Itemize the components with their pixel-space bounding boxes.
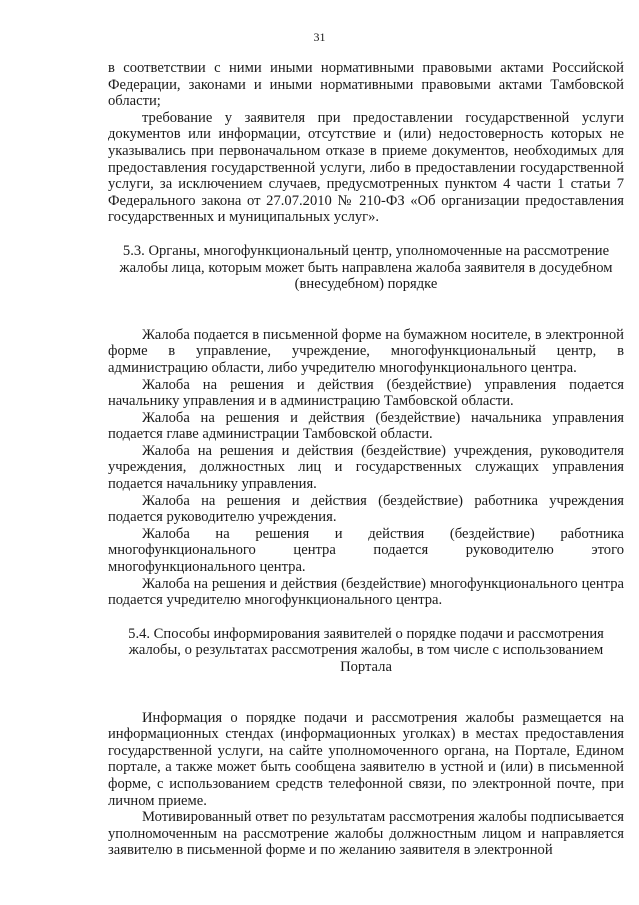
paragraph: требование у заявителя при предоставлении государственной услуги документов или информации, отсутствие и (или) недостоверность которых не указывались при первоначальном отказе в приеме документов, необходимых для предоставления государственной услуги, либо в предоставлении государственной услуги, за исключением случаев, предусмотренных пунктом 4 части 1 статьи 7 Федерального закона от 27.07.2010 № 210-ФЗ «Об организации предоставления государственных и муниципальных услуг». bbox=[108, 109, 624, 226]
paragraph: Жалоба на решения и действия (бездействие) работника учреждения подается руководителю учреждения. bbox=[108, 492, 624, 526]
paragraph: Информация о порядке подачи и рассмотрения жалобы размещается на информационных стендах (информационных уголках) в местах предоставления государственной услуги, на сайте уполномоченного органа, на Портале, Едином портале, а также может быть сообщена заявителю в устной и (или) в письменной форме, с использованием средств телефонной связи, по электронной почте, при личном приеме. bbox=[108, 709, 624, 809]
paragraph: в соответствии с ними иными нормативными правовыми актами Российской Федерации, законами и иными нормативными правовыми актами Тамбовской области; bbox=[108, 60, 624, 110]
section-heading-5-3: 5.3. Органы, многофункциональный центр, уполномоченные на рассмотрение жалобы лица, которым может быть направлена жалоба заявителя в досудебном (внесудебном) порядке bbox=[119, 242, 613, 293]
paragraph: Жалоба на решения и действия (бездействие) начальника управления подается главе администрации Тамбовской области. bbox=[108, 409, 624, 443]
document-body bbox=[108, 60, 624, 859]
section-heading-5-4: 5.4. Способы информирования заявителей о порядке подачи и рассмотрения жалобы, о результатах рассмотрения жалобы, в том числе с использованием Портала bbox=[128, 625, 604, 675]
paragraph: Жалоба на решения и действия (бездействие) управления подается начальнику управления и в администрацию Тамбовской области. bbox=[108, 376, 624, 410]
page-number: 31 bbox=[313, 30, 326, 44]
paragraph: Жалоба на решения и действия (бездействие) работника многофункционального центра подается руководителю этого многофункционального центра. bbox=[108, 525, 624, 576]
paragraph: Мотивированный ответ по результатам рассмотрения жалобы подписывается уполномоченным на рассмотрение жалобы должностным лицом и направляется заявителю в письменной форме и по желанию заявителя в электронной bbox=[108, 809, 624, 859]
paragraph: Жалоба на решения и действия (бездействие) учреждения, руководителя учреждения, должностных лиц и государственных служащих управления подается начальнику управления. bbox=[108, 442, 624, 493]
paragraph: Жалоба на решения и действия (бездействие) многофункционального центра подается учредителю многофункционального центра. bbox=[108, 575, 624, 609]
paragraph: Жалоба подается в письменной форме на бумажном носителе, в электронной форме в управление, учреждение, многофункциональный центр, в администрацию области, либо учредителю многофункционального центра. bbox=[108, 326, 624, 376]
